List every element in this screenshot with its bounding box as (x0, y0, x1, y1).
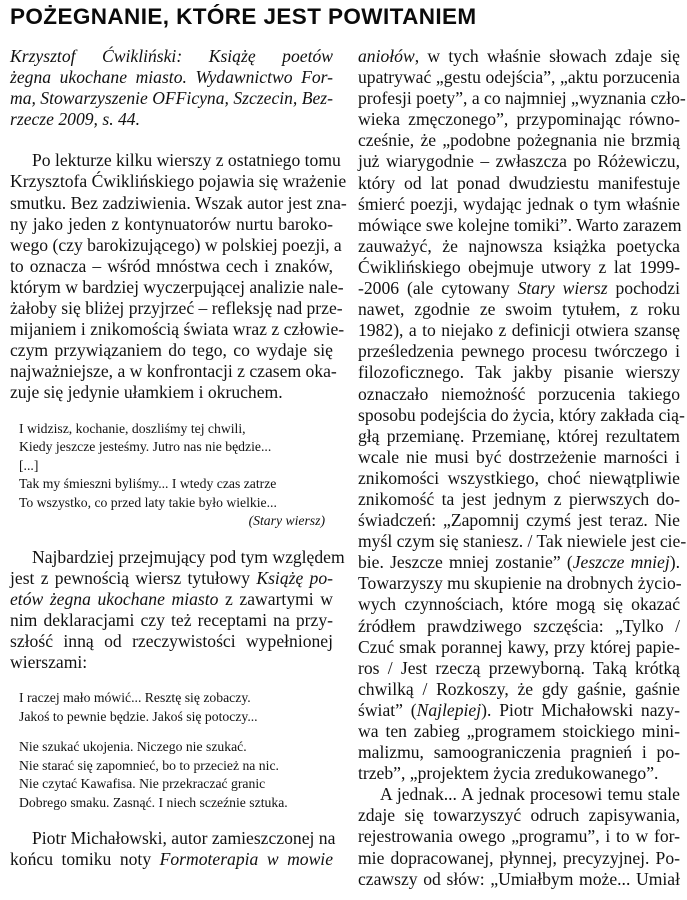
text-line: rejestrowania owego „programu”, i to w for- (358, 826, 680, 847)
text-line: malizmu, samoograniczenia pragnień i po- (358, 742, 680, 763)
text-line: cześnie, że „podobne pożegnania nie brzmią (358, 130, 680, 151)
text-line: wa ten zabieg „programem stoickiego mini- (358, 721, 680, 741)
paragraph-title-poem (10, 546, 345, 674)
text-line: filozoficznego. Tak jakby pisanie wierszy (358, 362, 680, 383)
text-line: profesji poety”, a co najmniej „wyznania czło- (358, 88, 686, 109)
text-line: Towarzyszy mu skupienie na drobnych życio- (358, 573, 682, 594)
text-line: czawszy od słów: „Umiałbym może... Umiał (358, 868, 680, 889)
text-line: zuje się jedynie ułamkiem i okruchem. (10, 382, 283, 403)
text-line: 1982), a to niejako z definicji otwiera szansę (358, 320, 680, 341)
text-line: mie dopracowanej, płynnej, precyzyjnej. Po- (358, 847, 680, 868)
text-line: smutku. Bez zadziwienia. Wszak autor jest zna- (10, 192, 347, 213)
biblio-line: rzecze 2009, s. 44. (10, 109, 140, 130)
text-line: jest z pewnością wiersz tytułowy Książę po- (10, 567, 333, 588)
text-line: mówiące swe kolejne tomiki”. Warto zarazem (358, 214, 682, 235)
poem-line: Nie szukać ukojenia. Niczego nie szukać. (19, 739, 247, 755)
text-line: zauważyć, że najnowsza książka poetycka (358, 235, 680, 256)
biblio-line: żegna ukochane miasto. Wydawnictwo For- (10, 67, 333, 88)
paragraph-a-jednak (358, 784, 680, 889)
text-line: etów żegna ukochane miasto z zawartymi w (10, 588, 333, 609)
poem-line: Jakoś to pewnie będzie. Jakoś się potoczy... (19, 708, 258, 724)
text-line: wieka zmęczonego”, przypominając równo- (358, 109, 680, 130)
text-line: nim deklaracjami czy też receptami na przy- (10, 609, 333, 630)
poem-line: Tak my śmieszni byliśmy... I wtedy czas zatrze (19, 476, 277, 491)
text-line: wych czynnościach, które mogą się okazać (358, 594, 680, 615)
poem-line: I widzisz, kochanie, doszliśmy tej chwili, (19, 420, 246, 436)
text-line: wierszami: (10, 651, 88, 672)
text-line: który od lat ponad dwudziestu manifestuje (358, 172, 680, 193)
text-line: którym w bardziej wyczerpującej analizie nale- (10, 276, 344, 297)
text-line: najważniejsze, a w konfrontacji z czasem oka- (10, 361, 337, 382)
text-line: końcu tomiku noty Formoterapia w mowie (10, 849, 334, 870)
biblio-line: ma, Stowarzyszenie OFFicyna, Szczecin, Bez- (10, 88, 333, 109)
text-line: A jednak... A jednak procesowi temu stale (380, 784, 680, 805)
left-column (10, 46, 347, 870)
text-line: nawet, zgodnie ze swoim tytułem, z roku (358, 299, 680, 320)
paragraph-intro (10, 150, 347, 403)
text-line: wego (czy barokizującego) w polskiej poezji, a (10, 234, 342, 255)
poem-quote-stary-wiersz (10, 420, 333, 531)
text-line: znikomość ta jest jednym z pierwszych do- (358, 488, 680, 509)
paragraph-continued (358, 46, 687, 784)
text-line: upatrywać „gestu odejścia”, „aktu porzucenia (358, 67, 680, 88)
text-line: trzeb”, „projektem życia zredukowanego”. (358, 763, 659, 784)
paragraph-michalowski (10, 828, 336, 870)
text-line: chwilką / Rozkoszy, że gdy gaśnie, gaśnie (358, 678, 680, 699)
text-line: wcale nie musi być dostrzeżenie marności i (358, 446, 680, 467)
text-line: ros / Jest rzeczą przewyborną. Taką krótką (358, 657, 680, 678)
text-line: Po lekturze kilku wierszy z ostatniego tomu (32, 150, 341, 171)
text-line: bie. Jeszcze mniej zostanie” (Jeszcze mniej). (358, 552, 681, 573)
poem-line: Nie starać się zapomnieć, bo to przecież na nic. (19, 757, 279, 773)
poem-line: [...] (19, 457, 39, 473)
poem-line: Nie czytać Kawafisa. Nie przekraczać granic (19, 776, 266, 792)
text-line: prześledzenia pewnego procesu twórczego i (358, 341, 680, 362)
poem-line: Kiedy jeszcze jesteśmy. Jutro nas nie będzie... (19, 439, 272, 454)
text-line: ny jako jeden z kontynuatorów nurtu baroko- (10, 213, 333, 234)
text-line: głą przemianę. Przemianę, której rezultatem (358, 425, 680, 446)
text-line: Czuć smak porannej kawy, przy której papie- (358, 636, 680, 657)
text-line: świadczeń: „Zapomnij czymś jest teraz. Nie (358, 510, 680, 531)
text-line: znikomości wszystkiego, choć niewątpliwie (358, 467, 680, 488)
text-line: czym przywiązaniem do tego, co wydaje się (10, 340, 333, 361)
text-line: aniołów, w tych właśnie słowach zdaje się (358, 46, 680, 66)
text-line: Piotr Michałowski, autor zamieszczonej na (32, 828, 336, 849)
text-line: oznaczało niemożność porzucenia takiego (358, 383, 680, 404)
text-line: to oznacza – wśród mnóstwa cech i znaków, (10, 255, 333, 276)
text-line: źródłem prawdziwego szczęścia: „Tylko / (358, 615, 680, 636)
text-line: Najbardziej przejmujący pod tym względem (32, 546, 345, 567)
poem-quote-title-poem (10, 689, 333, 812)
right-column (358, 46, 687, 890)
text-line: żałoby się bliżej przyjrzeć – refleksję nad prze- (10, 298, 343, 319)
text-line: świat” (Najlepiej). Piotr Michałowski nazy- (358, 699, 680, 720)
text-line: już wiarygodnie – zwłaszcza po Różewiczu, (358, 151, 680, 172)
text-line: sposobu podejścia do życia, który zakłada cią- (358, 404, 685, 425)
poem-source: (Stary wiersz) (248, 513, 325, 528)
text-line: myśl czym się staniesz. / Tak niewiele jest cie- (358, 531, 687, 552)
text-line: mijaniem i znikomością świata wraz z człowie- (10, 319, 345, 340)
text-line: zdaje się towarzyszyć odruch zapisywania, (358, 805, 680, 826)
text-line: Ćwiklińskiego obejmuje utwory z lat 1999- (358, 256, 680, 277)
text-line: Krzysztofa Ćwiklińskiego pojawia się wrażenie (10, 171, 347, 192)
poem-line: To wszystko, co przed laty takie było wielkie... (19, 494, 277, 510)
text-line: -2006 (ale cytowany Stary wiersz pochodzi (358, 278, 680, 299)
poem-line: Dobrego smaku. Zasnąć. I niech sczeźnie sztuka. (19, 794, 288, 810)
text-line: szłość inną od rzeczywistości wypełnionej (10, 630, 333, 651)
biblio-line: Krzysztof Ćwikliński: Książę poetów (10, 46, 333, 66)
poem-line: I raczej mało mówić... Resztę się zobaczy. (19, 690, 251, 706)
bibliographic-note (10, 46, 333, 130)
text-line: śmierć poezji, wydając jednak o tym właśnie (358, 193, 680, 214)
article-title: POŻEGNANIE, KTÓRE JEST POWITANIEM (10, 4, 477, 29)
